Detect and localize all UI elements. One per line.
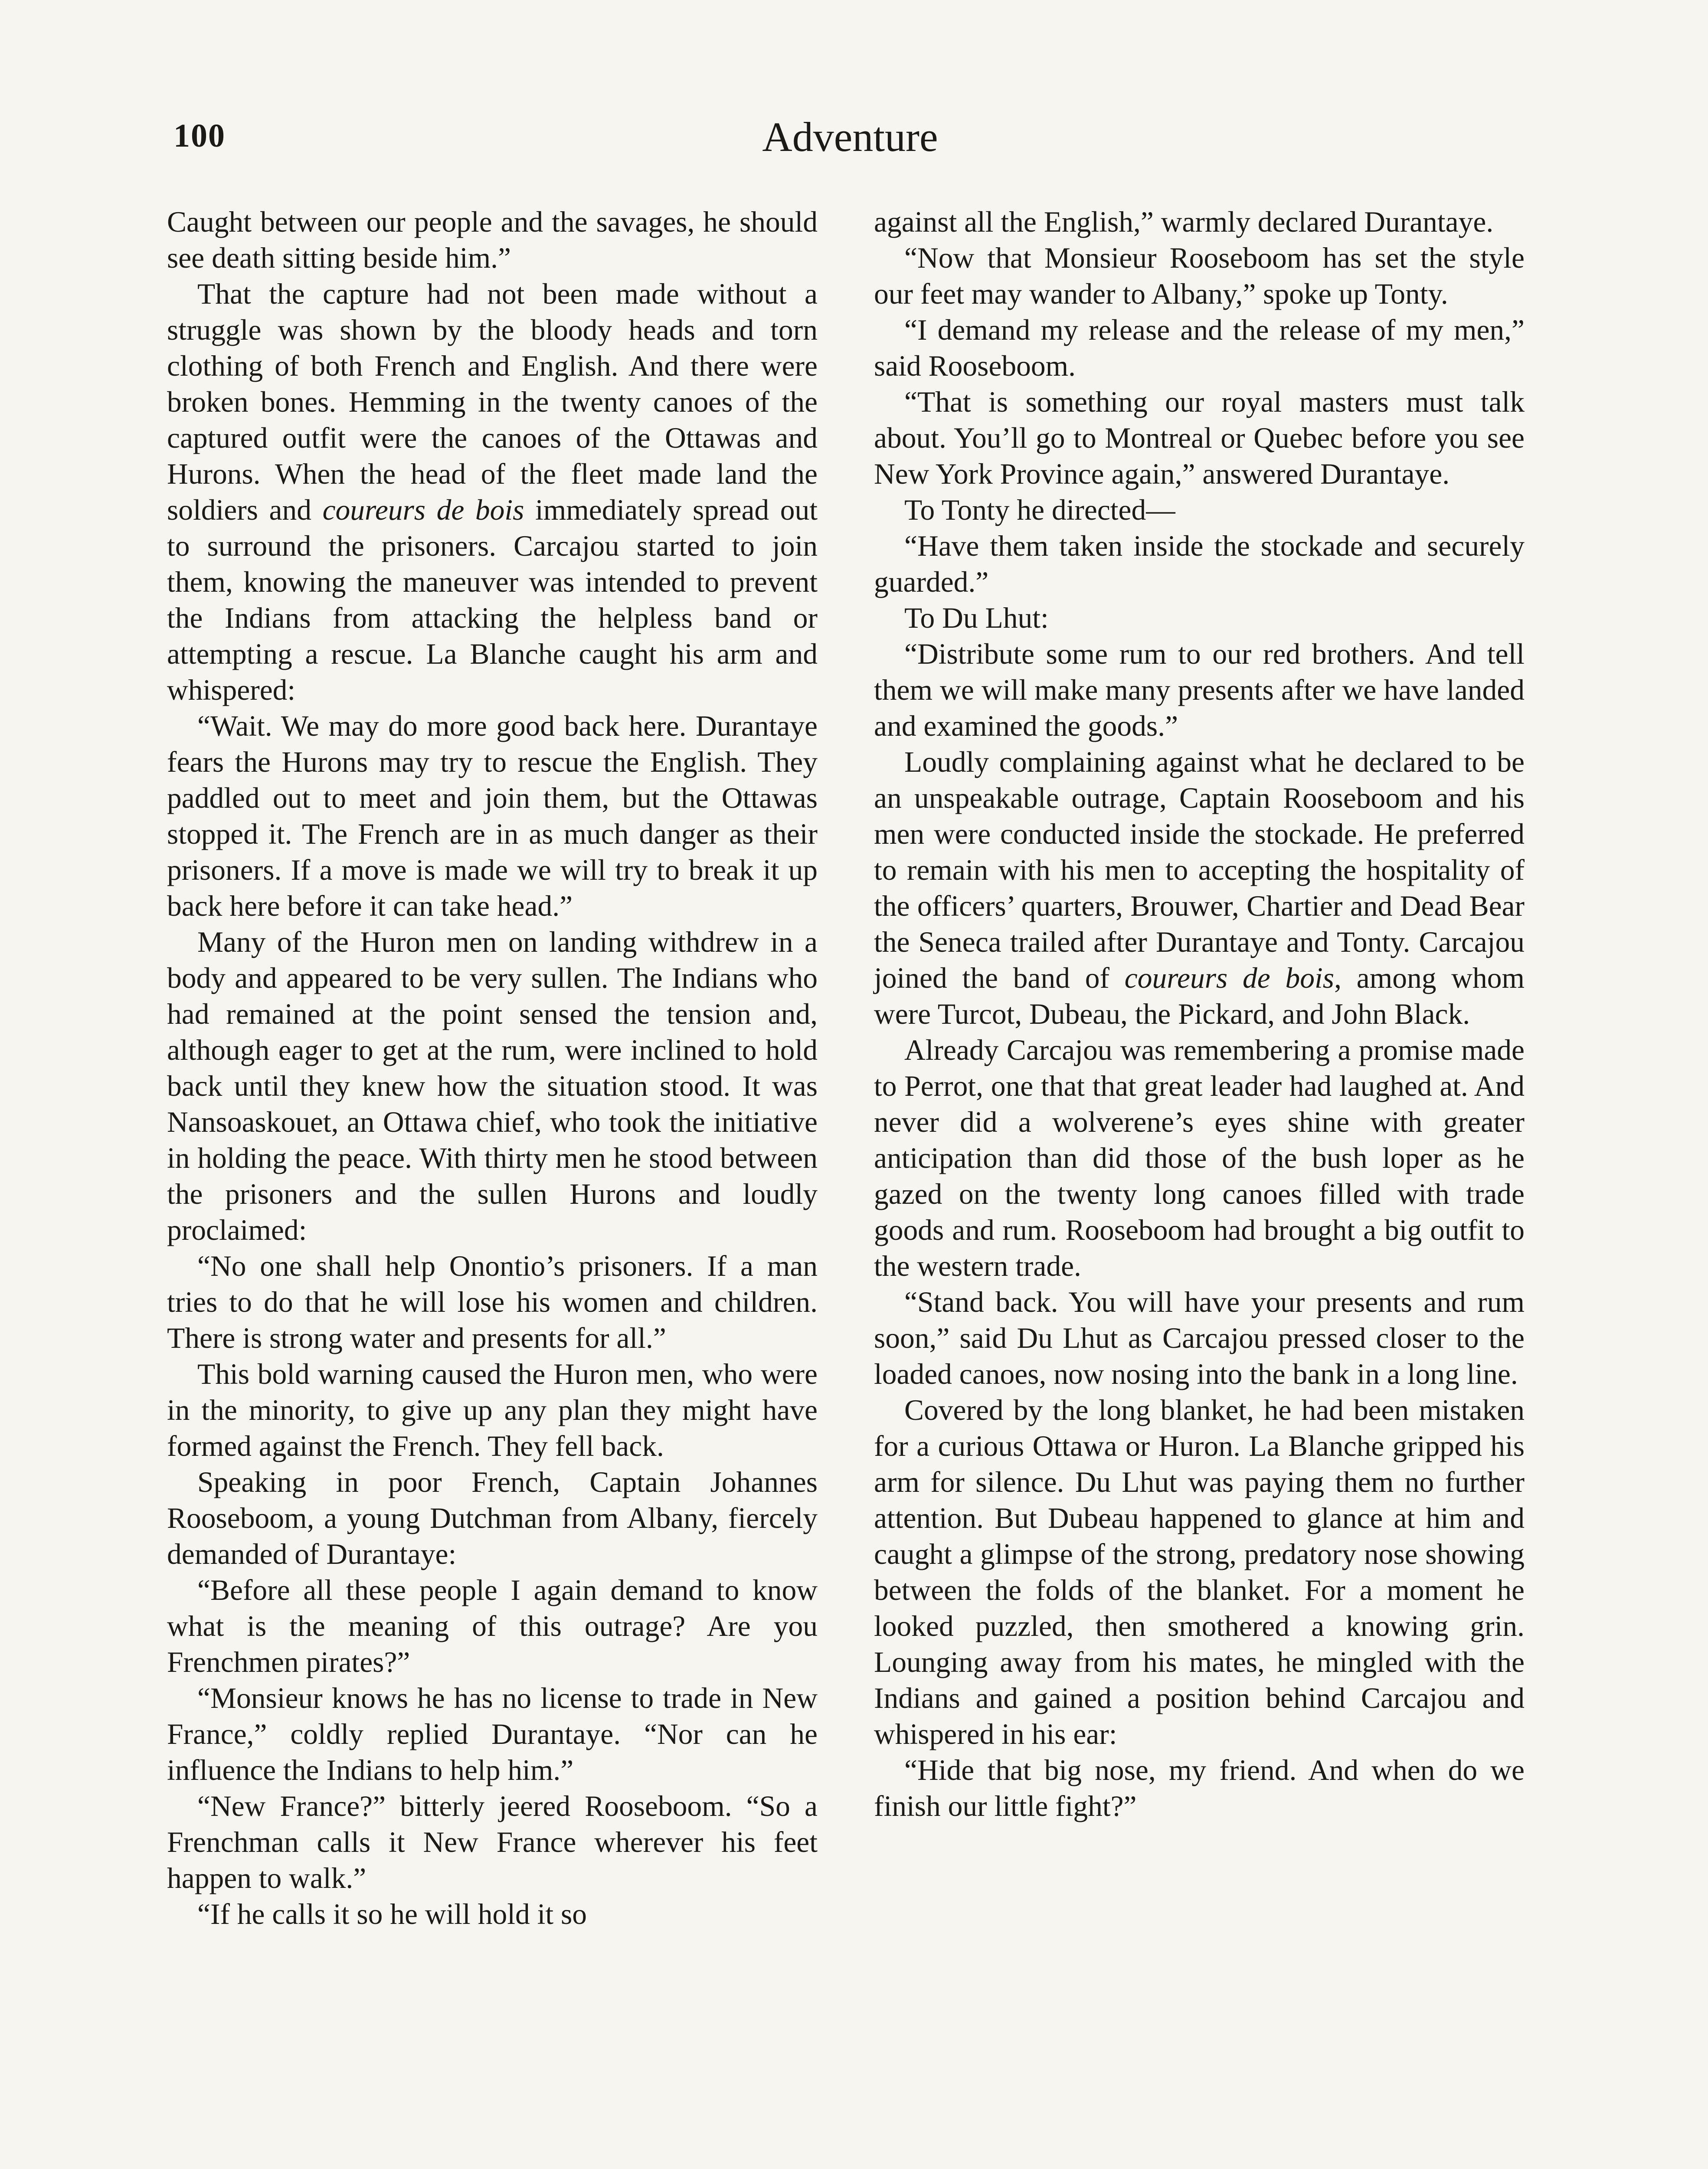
paragraph-text: Already Carcajou was remembering a promise made to Perrot, one that that great leader had laughed at. And never did a wolverene’s eyes shine with greater anticipation than did those of the bush loper as he gazed on the twenty long canoes filled with trade goods and rum. Rooseboom had brought a big outfit to the western trade. — [874, 1034, 1525, 1282]
paragraph — [874, 1392, 1525, 1752]
paragraph — [874, 600, 1525, 636]
page-header — [165, 113, 1535, 169]
right-column — [874, 204, 1525, 2169]
paragraph-text: Caught between our people and the savages, he should see death sitting beside him.” — [167, 206, 818, 274]
paragraph-text: immediately spread out to surround the prisoners. Carcajou started to join them, knowing the maneuver was intended to prevent the Indians from attacking the helpless band or attempting a rescue. La Blanche caught his arm and whispered: — [167, 494, 818, 706]
paragraph-text: Many of the Huron men on landing withdrew in a body and appeared to be very sullen. The Indians who had remained at the point sensed the tension and, although eager to get at the rum, were inclined to hold back until they knew how the situation stood. It was Nansoaskouet, an Ottawa chief, who took the initiative in holding the peace. With thirty men he stood between the prisoners and the sullen Hurons and loudly proclaimed: — [167, 926, 818, 1246]
page-number: 100 — [173, 118, 226, 154]
paragraph-text: That the capture had not been made without a struggle was shown by the bloody heads and torn clothing of both French and English. And there were broken bones. Hemming in the twenty canoes of the captured outfit were the canoes of the Ottawas and Hurons. When the head of the fleet made land the soldiers and — [167, 278, 818, 526]
paragraph — [874, 1032, 1525, 1284]
paragraph-text: against all the English,” warmly declared Durantaye. — [874, 206, 1494, 238]
paragraph — [167, 276, 818, 708]
paragraph — [167, 708, 818, 924]
paragraph-text: Covered by the long blanket, he had been mistaken for a curious Ottawa or Huron. La Blanche gripped his arm for silence. Du Lhut was paying them no further attention. But Dubeau happened to glance at him and caught a glimpse of the strong, predatory nose showing between the folds of the blanket. For a moment he looked puzzled, then smothered a knowing grin. Lounging away from his mates, he mingled with the Indians and gained a position behind Carcajou and whispered in his ear: — [874, 1394, 1525, 1750]
paragraph — [874, 492, 1525, 528]
running-head: Adventure — [762, 114, 938, 160]
italic-phrase: coureurs de bois — [322, 494, 524, 526]
paragraph-text: To Tonty he directed— — [904, 494, 1175, 526]
paragraph — [874, 204, 1525, 240]
paragraph-text: “Before all these people I again demand to know what is the meaning of this outrage? Are you Frenchmen pirates?” — [167, 1574, 818, 1678]
paragraph-text: , among whom were Turcot, Dubeau, the Pickard, and John Black. — [874, 962, 1525, 1030]
paragraph — [874, 528, 1525, 600]
paragraph — [167, 1680, 818, 1788]
paragraph-text: “That is something our royal masters must talk about. You’ll go to Montreal or Quebec before you see New York Province again,” answered Durantaye. — [874, 386, 1525, 490]
paragraph-text: “Hide that big nose, my friend. And when do we finish our little fight?” — [874, 1754, 1525, 1822]
paragraph — [874, 312, 1525, 384]
paragraph-text: Loudly complaining against what he declared to be an unspeakable outrage, Captain Rooseboom and his men were conducted inside the stockade. He preferred to remain with his men to accepting the hospitality of the officers’ quarters, Brouwer, Chartier and Dead Bear the Seneca trailed after Durantaye and Tonty. Carcajou joined the band of — [874, 746, 1525, 994]
paragraph — [167, 924, 818, 1248]
paragraph — [874, 1284, 1525, 1392]
paragraph — [874, 1752, 1525, 1824]
paragraph-text: “Wait. We may do more good back here. Durantaye fears the Hurons may try to rescue the English. They paddled out to meet and join them, but the Ottawas stopped it. The French are in as much danger as their prisoners. If a move is made we will try to break it up back here before it can take head.” — [167, 710, 818, 922]
paragraph-text: “I demand my release and the release of my men,” said Rooseboom. — [874, 314, 1525, 382]
paragraph — [874, 240, 1525, 312]
paragraph-text: “New France?” bitterly jeered Rooseboom. “So a Frenchman calls it New France wherever his feet happen to walk.” — [167, 1790, 818, 1894]
paragraph-text: “Distribute some rum to our red brothers. And tell them we will make many presents after we have landed and examined the goods.” — [874, 638, 1525, 742]
paragraph — [167, 1572, 818, 1680]
left-column — [167, 204, 818, 2169]
paragraph-text: “Monsieur knows he has no license to trade in New France,” coldly replied Durantaye. “Nor can he influence the Indians to help him.” — [167, 1682, 818, 1786]
italic-phrase: coureurs de bois — [1124, 962, 1335, 994]
paragraph — [874, 636, 1525, 744]
paragraph-text: “If he calls it so he will hold it so — [197, 1898, 587, 1930]
paragraph-text: Speaking in poor French, Captain Johannes Rooseboom, a young Dutchman from Albany, fiercely demanded of Durantaye: — [167, 1466, 818, 1570]
paragraph — [167, 1896, 818, 1932]
paragraph-text: “Have them taken inside the stockade and securely guarded.” — [874, 530, 1525, 598]
paragraph — [167, 1356, 818, 1464]
story-columns — [167, 204, 1525, 2169]
paragraph — [167, 1464, 818, 1572]
paragraph-text: “Stand back. You will have your presents and rum soon,” said Du Lhut as Carcajou pressed closer to the loaded canoes, now nosing into the bank in a long line. — [874, 1286, 1525, 1390]
paragraph — [874, 744, 1525, 1032]
paragraph-text: “Now that Monsieur Rooseboom has set the style our feet may wander to Albany,” spoke up Tonty. — [874, 242, 1525, 310]
paragraph-text: To Du Lhut: — [904, 602, 1049, 634]
paragraph — [874, 384, 1525, 492]
paragraph — [167, 204, 818, 276]
paragraph-text: This bold warning caused the Huron men, who were in the minority, to give up any plan they might have formed against the French. They fell back. — [167, 1358, 818, 1462]
paragraph — [167, 1248, 818, 1356]
paragraph-text: “No one shall help Onontio’s prisoners. If a man tries to do that he will lose his women and children. There is strong water and presents for all.” — [167, 1250, 818, 1354]
paragraph — [167, 1788, 818, 1896]
